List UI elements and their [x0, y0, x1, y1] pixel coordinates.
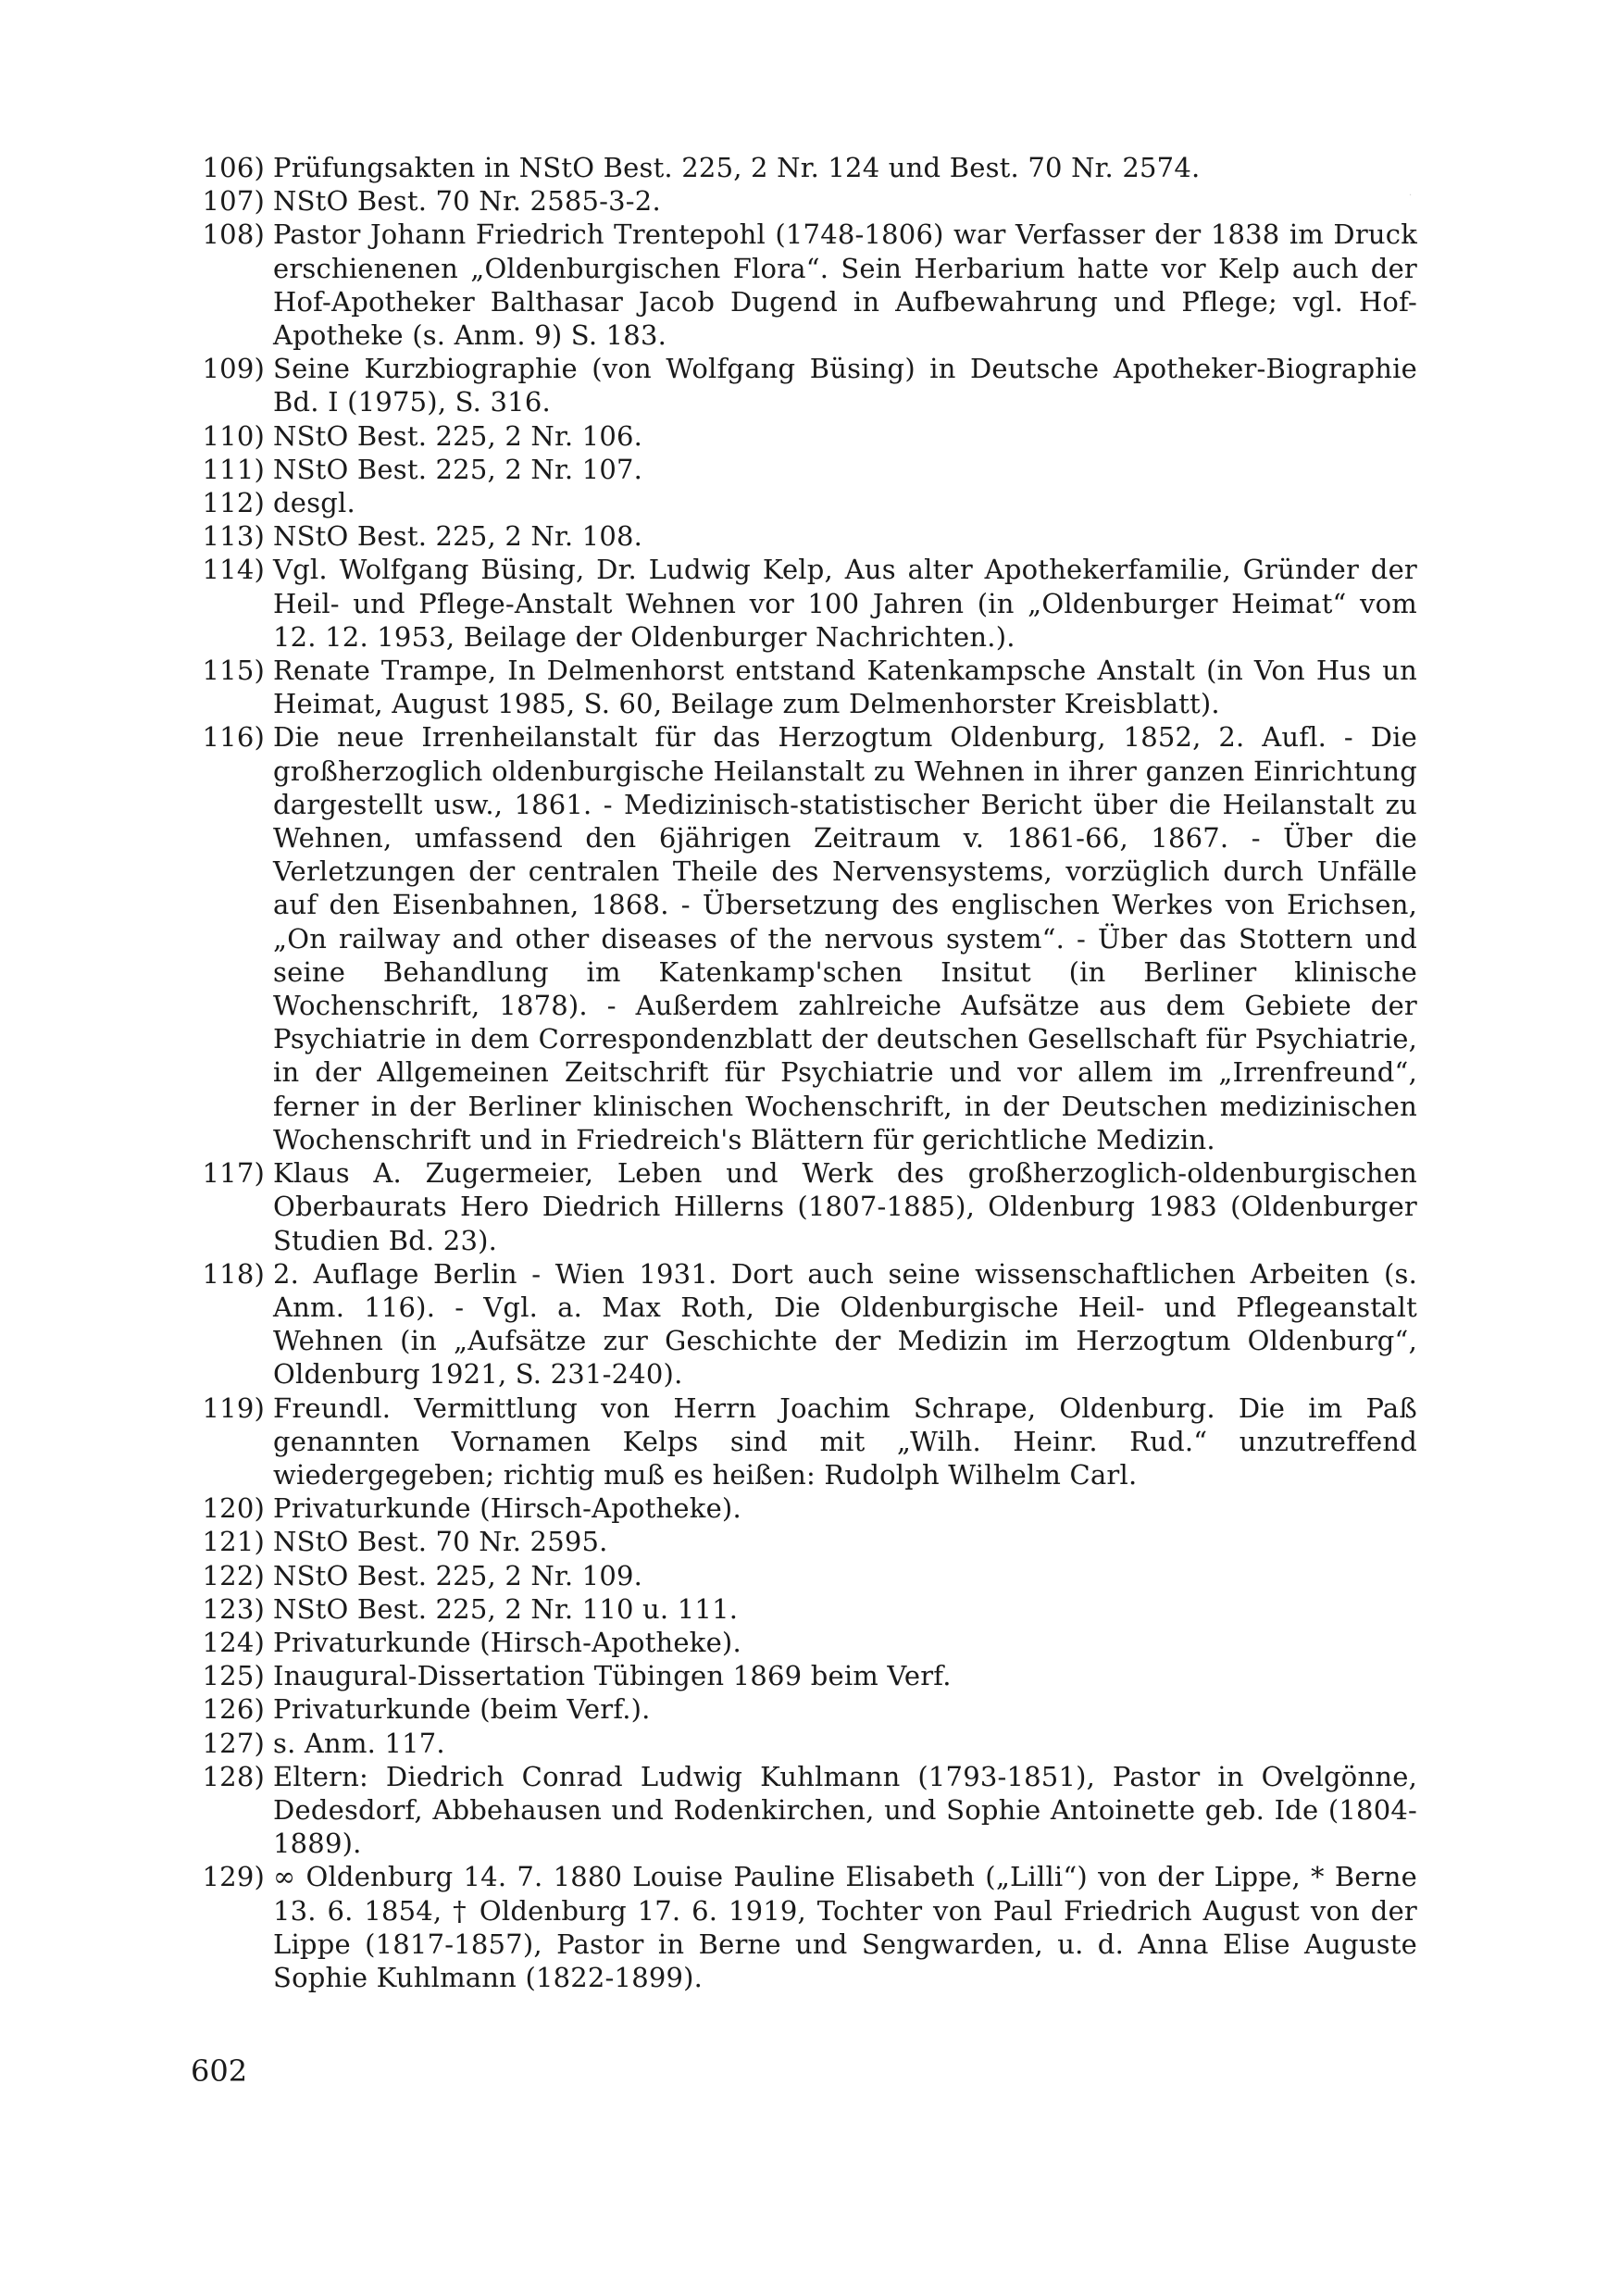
- footnote: [191, 720, 1417, 1156]
- footnote: [191, 1659, 1417, 1692]
- footnote-text: NStO Best. 225, 2 Nr. 108.: [273, 520, 643, 553]
- footnote: [191, 151, 1417, 184]
- footnote: [191, 1626, 1417, 1659]
- footnote: [191, 1692, 1417, 1726]
- footnote-number: 125): [202, 1660, 265, 1692]
- footnote-text: Eltern: Diedrich Conrad Ludwig Kuhlmann (1793-1851), Pastor in Ovelgönne, Dedesdorf, Abbehausen und Rodenkirchen, und Sophie Antoinette geb. Ide (1804-1889).: [273, 1760, 1417, 1860]
- footnote: [191, 218, 1417, 352]
- footnote-number: 108): [202, 218, 265, 251]
- footnote-text: Freundl. Vermittlung von Herrn Joachim Schrape, Oldenburg. Die im Paß genannten Vornamen Kelps sind mit „Wilh. Heinr. Rud.“ unzutreffend wiedergegeben; richtig muß es heißen: Rudolph Wilhelm Carl.: [273, 1391, 1417, 1491]
- footnote-number: 111): [202, 453, 265, 485]
- footnote-number: 115): [202, 655, 265, 687]
- footnote-text: Klaus A. Zugermeier, Leben und Werk des großherzoglich-oldenburgischen Oberbaurats Hero Diedrich Hillerns (1807-1885), Oldenburg 1983 (Oldenburger Studien Bd. 23).: [273, 1157, 1417, 1256]
- footnote: [191, 453, 1417, 486]
- footnote-text: Inaugural-Dissertation Tübingen 1869 beim Verf.: [273, 1660, 952, 1692]
- footnote-number: 112): [202, 487, 265, 519]
- footnote-text: s. Anm. 117.: [273, 1727, 445, 1759]
- footnote-text: Vgl. Wolfgang Büsing, Dr. Ludwig Kelp, Aus alter Apothekerfamilie, Gründer der Heil- und Pflege-Anstalt Wehnen vor 100 Jahren (in „Oldenburger Heimat“ vom 12. 12. 1953, Beilage der Oldenburger Nachrichten.).: [273, 554, 1417, 653]
- footnote: [191, 519, 1417, 553]
- footnote-text: NStO Best. 225, 2 Nr. 106.: [273, 419, 643, 452]
- footnote-text: Privaturkunde (Hirsch-Apotheke).: [273, 1626, 741, 1658]
- footnote-text: Seine Kurzbiographie (von Wolfgang Büsing) in Deutsche Apotheker-Biographie Bd. I (1975), S. 316.: [273, 353, 1417, 418]
- footnote-text: Privaturkunde (beim Verf.).: [273, 1693, 651, 1726]
- footnote-number: 120): [202, 1492, 265, 1525]
- footnote-list: [191, 151, 1417, 1994]
- footnote-number: 110): [202, 419, 265, 452]
- footnote-text: NStO Best. 225, 2 Nr. 109.: [273, 1559, 643, 1591]
- footnote: [191, 1491, 1417, 1525]
- footnote-number: 109): [202, 353, 265, 385]
- footnote-text: NStO Best. 70 Nr. 2585-3-2.: [273, 185, 661, 218]
- footnote-text: ∞ Oldenburg 14. 7. 1880 Louise Pauline Elisabeth („Lilli“) von der Lippe, * Berne 13. 6. 1854, † Oldenburg 17. 6. 1919, Tochter von Paul Friedrich August von der Lippe (1817-1857), Pastor in Berne und Sengwarden, u. d. Anna Elise Auguste Sophie Kuhlmann (1822-1899).: [273, 1861, 1417, 1993]
- footnote-number: 124): [202, 1626, 265, 1658]
- scan-speck: ·: [1409, 191, 1413, 201]
- footnote-number: 114): [202, 554, 265, 586]
- footnote: [191, 1257, 1417, 1391]
- footnote: [191, 486, 1417, 519]
- footnote-number: 116): [202, 721, 265, 754]
- footnote: [191, 184, 1417, 218]
- footnote-text: Prüfungsakten in NStO Best. 225, 2 Nr. 124 und Best. 70 Nr. 2574.: [273, 152, 1201, 183]
- footnote: [191, 1559, 1417, 1592]
- footnote-number: 121): [202, 1526, 265, 1558]
- footnote: [191, 553, 1417, 654]
- footnote-number: 118): [202, 1257, 265, 1290]
- footnote-number: 117): [202, 1157, 265, 1190]
- footnote-text: Pastor Johann Friedrich Trentepohl (1748-1806) war Verfasser der 1838 im Druck erschienenen „Oldenburgischen Flora“. Sein Herbarium hatte vor Kelp auch der Hof-Apotheker Balthasar Jacob Dugend in Aufbewahrung und Pflege; vgl. Hof-Apotheke (s. Anm. 9) S. 183.: [273, 218, 1417, 352]
- footnote-text: Die neue Irrenheilanstalt für das Herzogtum Oldenburg, 1852, 2. Aufl. - Die großherzoglich oldenburgische Heilanstalt zu Wehnen in ihrer ganzen Einrichtung dargestellt usw., 1861. - Medizinisch-statistischer Bericht über die Heilanstalt zu Wehnen, umfassend den 6jährigen Zeitraum v. 1861-66, 1867. - Über die Verletzungen der centralen Theile des Nervensystems, vorzüglich durch Unfälle auf den Eisenbahnen, 1868. - Übersetzung des englischen Werkes von Erichsen, „On railway and other diseases of the nervous system“. - Über das Stottern und seine Behandlung im Katenkamp'schen Insitut (in Berliner klinische Wochenschrift, 1878). - Außerdem zahlreiche Aufsätze aus dem Gebiete der Psychiatrie in dem Correspondenzblatt der deutschen Gesellschaft für Psychiatrie, in der Allgemeinen Zeitschrift für Psychiatrie und vor allem im „Irrenfreund“, ferner in der Berliner klinischen Wochenschrift, in der Deutschen medizinischen Wochenschrift und in Friedreich's Blättern für gerichtliche Medizin.: [273, 721, 1417, 1155]
- footnote-number: 113): [202, 520, 265, 553]
- footnote-text: NStO Best. 70 Nr. 2595.: [273, 1526, 608, 1558]
- footnote-number: 119): [202, 1391, 265, 1424]
- page-number: 602: [191, 2053, 248, 2089]
- footnote: [191, 419, 1417, 453]
- footnote-number: 127): [202, 1727, 265, 1759]
- footnote: [191, 1156, 1417, 1257]
- footnote: [191, 1525, 1417, 1558]
- footnote: [191, 1727, 1417, 1760]
- footnote-text: 2. Auflage Berlin - Wien 1931. Dort auch seine wissenschaftlichen Arbeiten (s. Anm. 116). - Vgl. a. Max Roth, Die Oldenburgische Heil- und Pflegeanstalt Wehnen (in „Aufsätze zur Geschichte der Medizin im Herzogtum Oldenburg“, Oldenburg 1921, S. 231-240).: [273, 1257, 1417, 1391]
- footnote-number: 107): [202, 185, 265, 218]
- footnote: [191, 1760, 1417, 1861]
- footnote-text: Privaturkunde (Hirsch-Apotheke).: [273, 1492, 741, 1525]
- footnote: [191, 1391, 1417, 1492]
- footnote-number: 128): [202, 1760, 265, 1792]
- footnote-text: Renate Trampe, In Delmenhorst entstand Katenkampsche Anstalt (in Von Hus un Heimat, August 1985, S. 60, Beilage zum Delmenhorster Kreisblatt).: [273, 655, 1417, 720]
- footnote-number: 122): [202, 1559, 265, 1591]
- footnote-number: 129): [202, 1861, 265, 1893]
- footnote-text: NStO Best. 225, 2 Nr. 110 u. 111.: [273, 1592, 739, 1625]
- footnote-number: 123): [202, 1592, 265, 1625]
- footnote: [191, 1592, 1417, 1626]
- footnote: [191, 1860, 1417, 1994]
- footnote-number: 126): [202, 1693, 265, 1726]
- footnote: [191, 654, 1417, 720]
- footnote-text: NStO Best. 225, 2 Nr. 107.: [273, 453, 643, 485]
- footnote: [191, 352, 1417, 418]
- footnote-text: desgl.: [273, 487, 355, 519]
- footnote-number: 106): [202, 152, 265, 183]
